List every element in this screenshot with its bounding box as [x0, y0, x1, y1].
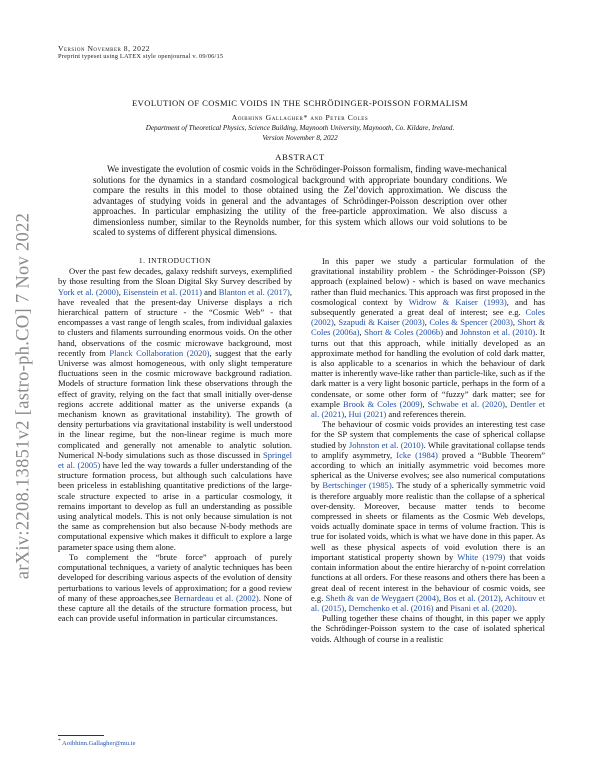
version-date: Version November 8, 2022: [262, 134, 338, 142]
footnote-marker: *: [58, 738, 61, 744]
arxiv-identifier: arXiv:2208.13851v2 [astro-ph.CO] 7 Nov 2022: [13, 212, 34, 580]
left-column: [58, 256, 292, 623]
intro-paragraph-1: Over the past few decades, galaxy redshift surveys, exemplified by those resulting from the Sloan Digital Sky Survey described by York et al. (2000), Eisenstein et al. (2011) and Blanton et al. (2017), have revealed that the present-day Universe displays a rich hierarchical pattern of structure - the “Cosmic Web” - that encompasses a vast range of length scales, from individual galaxies to clusters and filaments surrounding enormous voids. On the other hand, observations of the cosmic microwave background, most recently from Planck Collaboration (2020), suggest that the early Universe was almost homogeneous, with only slight temperature fluctuations seen in the cosmic microwave background radiation. Models of structure formation link these observations through the effect of gravity, relying on the fact that small initially over-dense regions accrete additional matter as the universe expands (a mechanism known as gravitational instability). The growth of density perturbations via gravitational instability is well understood in the linear regime, but the non-linear regime is much more complicated and generally not amenable to analytic solution. Numerical N-body simulations such as those discussed in Springel et al. (2005) have led the way towards a fuller understanding of the structure formation process, but although such calculations have been priceless in establishing quantitative predictions of the large-scale structure expected to arise in a particular cosmology, it remains important to develop as full an understanding as possible using analytical models. This is not only because simulation is not the same as comprehension but also because N-body methods are computational expensive which makes it difficult to explore a large parameter space using them alone.: [58, 266, 292, 552]
affiliation: Department of Theoretical Physics, Science Building, Maynooth University, Maynooth, Co. Kildare, Ireland.: [145, 124, 455, 132]
abstract-heading: ABSTRACT: [275, 152, 325, 162]
citation-link[interactable]: Bertschinger (1985): [322, 480, 392, 491]
citation-link[interactable]: Short & Coles (2006b): [364, 327, 444, 338]
citation-link[interactable]: Szapudi & Kaiser (2003): [338, 317, 425, 328]
citation-link[interactable]: Hui (2021): [348, 409, 387, 420]
citation-link[interactable]: Blanton et al. (2017): [218, 286, 290, 297]
citation-link[interactable]: Eisenstein et al. (2011): [123, 286, 202, 297]
citation-link[interactable]: York et al. (2000): [58, 286, 119, 297]
arxiv-stamp: [6, 186, 42, 606]
citation-link[interactable]: Achitouv et al. (2015): [311, 592, 545, 613]
citation-link[interactable]: Brook & Coles (2009): [343, 398, 423, 409]
intro-paragraph-4: The behaviour of cosmic voids provides an interesting test case for the SP system that complements the case of spherical collapse studied by Johnston et al. (2010). While gravitational collapse tends to amplify asymmetry, Icke (1984) proved a “Bubble Theorem” according to which an initially asymmetric void becomes more spherical as the Universe evolves; see also numerical computations by Bertschinger (1985). The study of a spherically symmetric void is therefore arguably more realistic than the collapse of a spherical over-density. Moreover, because matter tends to become compressed in sheets or filaments as the Cosmic Web develops, voids actually dominate space in terms of volume fraction. This is true for isolated voids, which is what we have done in this paper. As well as these physical aspects of void evolution there is an important statistical property shown by White (1979) that voids contain information about the entire hierarchy of n-point correlation functions at all orders. For these reasons and others there has been a great deal of recent interest in the behaviour of cosmic voids, see e.g. Sheth & van de Weygaert (2004), Bos et al. (2012), Achitouv et al. (2015), Demchenko et al. (2016) and Pisani et al. (2020).: [311, 419, 546, 613]
abstract-text: We investigate the evolution of cosmic voids in the Schrödinger-Poisson formalism, finding wave-mechanical solutions for the dynamics in a standard cosmological background with appropriate boundary conditions. We compare the results in this model to those obtained using the Zel’dovich approximation. We discuss the advantages of studying voids in general and the advantages of Schrödinger-Poisson description over other approaches. In particular emphasizing the utility of the free-particle approximation. We also discuss a dimensionless number, similar to the Reynolds number, for this system which allows our void solutions to be scaled to systems of different physical dimensions.: [93, 164, 507, 237]
citation-link[interactable]: Johnston et al. (2010): [460, 327, 536, 338]
citation-link[interactable]: Schwabe et al. (2020): [427, 398, 505, 409]
intro-paragraph-2: To complement the “brute force” approach of purely computational techniques, a variety of analytic techniques has been developed for describing various aspects of the evolution of density perturbations to various levels of approximation; for a good review of many of these approaches,see Bernardeau et al. (2002). None of these capture all the details of the structure formation process, but each can provide useful information in particular circumstances.: [58, 551, 293, 624]
author-list: Aoibhinn Gallagher* and Peter Coles: [231, 113, 369, 122]
citation-link[interactable]: Icke (1984): [396, 449, 438, 460]
section-heading-introduction: 1. INTRODUCTION: [138, 256, 212, 265]
citation-link[interactable]: Johnston et al. (2010): [348, 439, 424, 450]
running-header-version: Version November 8, 2022: [58, 44, 151, 53]
intro-paragraph-5: Pulling together these chains of thought, in this paper we apply the Schrödinger-Poisson system to the case of isolated spherical voids. Although of course in a realistic: [311, 613, 545, 644]
citation-link[interactable]: Coles & Spencer (2003): [429, 317, 513, 328]
citation-link[interactable]: Bernardeau et al. (2002): [173, 592, 259, 603]
author-email-link[interactable]: Aoibhinn.Gallagher@mu.ie: [62, 740, 136, 748]
citation-link[interactable]: Planck Collaboration (2020): [109, 347, 210, 358]
citation-link[interactable]: Bos et al. (2012): [443, 592, 501, 603]
running-header-preprint: Preprint typeset using LATEX style openjournal v. 09/06/15: [58, 53, 224, 60]
citation-link[interactable]: Sheth & van de Weygaert (2004): [325, 592, 439, 603]
right-column: [311, 256, 545, 644]
citation-link[interactable]: Short & Coles (2006a): [311, 317, 546, 338]
citation-link[interactable]: Dentler et al. (2021): [311, 398, 545, 420]
paper-title: EVOLUTION OF COSMIC VOIDS IN THE SCHRÖDINGER-POISSON FORMALISM: [131, 98, 469, 108]
citation-link[interactable]: Demchenko et al. (2016): [348, 602, 434, 613]
citation-link[interactable]: Pisani et al. (2020): [450, 602, 515, 613]
citation-link[interactable]: White (1979): [457, 551, 506, 562]
citation-link[interactable]: Widrow & Kaiser (1993): [408, 296, 507, 307]
footnote-rule: [58, 735, 104, 736]
intro-paragraph-3: In this paper we study a particular formulation of the gravitational instability problem - the Schrödinger-Poisson (SP) approach (explained below) - which is based on wave mechanics rather than fluid mechanics. This approach was first proposed in the cosmological context by Widrow & Kaiser (1993), and has subsequently generated a great deal of interest; see e.g. Coles (2002), Szapudi & Kaiser (2003), Coles & Spencer (2003), Short & Coles (2006a), Short & Coles (2006b) and Johnston et al. (2010). It turns out that this approach, while initially developed as an approximate method for handling the evolution of cold dark matter, is also applicable to a scenarios in which the behaviour of dark matter is inherently wave-like rather than particle-like, such as if the dark matter is a very light bosonic particle, perhaps in the form of a condensate, or some other form of “fuzzy” dark matter; see for example Brook & Coles (2009), Schwabe et al. (2020), Dentler et al. (2021), Hui (2021) and references therein.: [311, 256, 546, 420]
citation-link[interactable]: Springel et al. (2005): [58, 449, 292, 471]
citation-link[interactable]: Coles (2002): [311, 307, 545, 328]
footnote: [58, 738, 136, 747]
